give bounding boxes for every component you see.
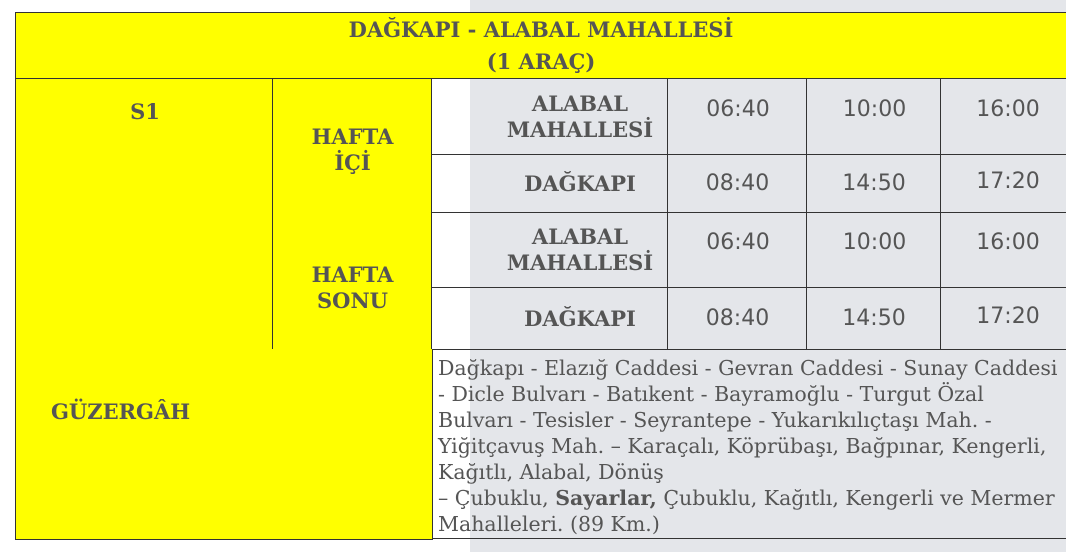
time-value: 08:40 (705, 170, 770, 196)
time-value: 17:20 (976, 304, 1040, 329)
time-cell (806, 287, 941, 350)
group-label-weekday (272, 79, 432, 213)
header-subtitle: (1 ARAÇ) (486, 48, 596, 74)
line-code-cell (15, 79, 273, 350)
route-label-cell (15, 349, 433, 540)
table-header (15, 12, 1066, 79)
time-value: 08:40 (705, 305, 770, 331)
route-description (438, 355, 1064, 537)
stop-name-line1: DAĞKAPI (524, 170, 636, 196)
time-cell (940, 287, 1066, 350)
stop-cell (431, 212, 668, 288)
route-text-end: Çubuklu, Kağıtlı, Kengerli ve Mermer Mahalleleri. (89 Km.) (438, 486, 1055, 536)
time-cell (940, 79, 1066, 155)
group-label-weekend (272, 212, 432, 350)
time-cell (806, 154, 941, 213)
route-bottom-border (432, 538, 1066, 539)
time-cell (806, 79, 941, 155)
time-cell (667, 79, 807, 155)
time-cell (940, 154, 1066, 213)
route-text-main: Dağkapı - Elazığ Caddesi - Gevran Caddesi - Sunay Caddesi - Dicle Bulvarı - Batıkent - Bayramoğlu - Turgut Özal Bulvarı - Tesisler - Seyrantepe - Yukarıkılıçtaşı Mah. - Yiğitçavuş Mah. – Karaçalı, Köprübaşı, Bağpınar, Kengerli, Kağıtlı, Alabal, Dönüş (438, 356, 1058, 484)
stop-cell (431, 79, 668, 155)
time-cell (940, 212, 1066, 288)
line-code: S1 (130, 99, 160, 124)
group-label-weekday-line2: İÇİ (334, 149, 371, 175)
header-title: DAĞKAPI - ALABAL MAHALLESİ (348, 16, 734, 42)
time-cell (667, 212, 807, 288)
time-value: 06:40 (706, 230, 770, 255)
route-text-bold: Sayarlar, (555, 486, 657, 510)
time-cell (806, 212, 941, 288)
stop-cell (431, 287, 668, 350)
group-label-weekday-line1: HAFTA (311, 123, 394, 149)
stop-name-line1: ALABAL (531, 90, 629, 116)
route-label: GÜZERGÂH (51, 399, 191, 424)
time-cell (667, 287, 807, 350)
time-value: 14:50 (842, 305, 906, 331)
time-value: 10:00 (842, 97, 907, 122)
stop-name-line1: ALABAL (531, 223, 629, 249)
time-value: 06:40 (706, 97, 770, 122)
stop-name-line2: MAHALLESİ (506, 116, 654, 142)
group-label-weekend-line1: HAFTA (311, 261, 394, 287)
stop-name-line1: DAĞKAPI (524, 305, 636, 331)
stop-cell (431, 154, 668, 213)
route-text-prefix: – Çubuklu, (438, 486, 556, 510)
time-cell (667, 154, 807, 213)
time-value: 16:00 (976, 97, 1040, 122)
time-value: 14:50 (842, 170, 906, 196)
time-value: 17:20 (976, 169, 1040, 194)
group-label-weekend-line2: SONU (317, 287, 388, 313)
time-value: 10:00 (842, 230, 907, 255)
stop-name-line2: MAHALLESİ (506, 249, 654, 275)
time-value: 16:00 (976, 230, 1040, 255)
